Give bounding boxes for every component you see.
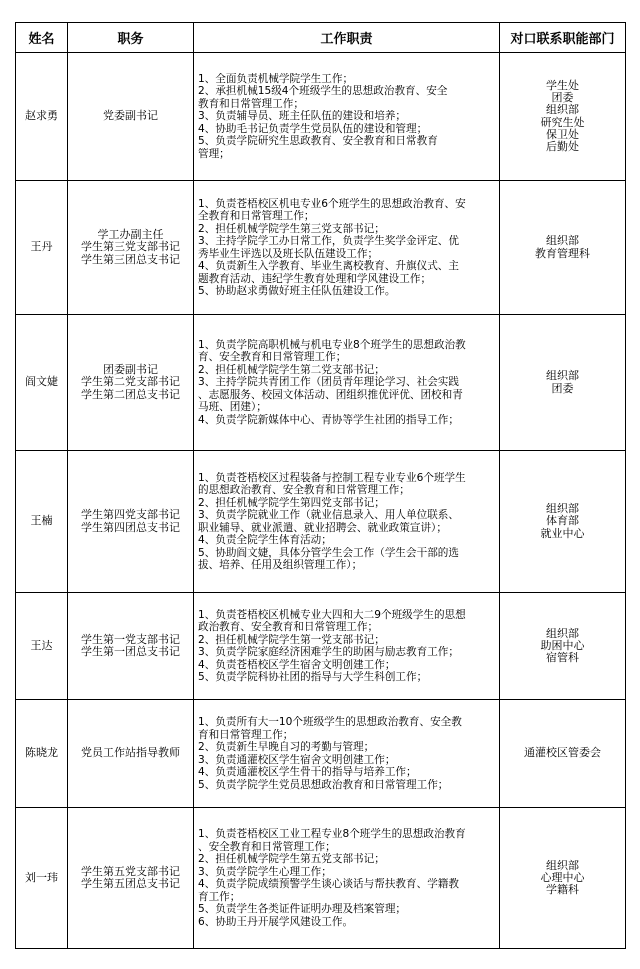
department-line: 组织部 <box>546 626 579 640</box>
department-line: 学生处 <box>546 78 579 92</box>
department-line: 心理中心 <box>540 870 585 884</box>
header-duties: 工作职责 <box>194 23 500 53</box>
duties-cell <box>194 700 500 808</box>
duty-line: 6、协助王丹开展学风建设工作。 <box>198 915 354 928</box>
duty-line: 3、主持学院学工办日常工作，负责学生奖学金评定、优 <box>198 235 459 247</box>
duty-line: 4、负责全院学生体育活动； <box>198 534 332 546</box>
duty-line: 4、负责新生入学教育、毕业生离校教育、升旗仪式、主 <box>198 260 459 272</box>
duty-line: 2、承担机械15级4个班级学生的思想政治教育、安全 <box>198 85 448 98</box>
table-row <box>16 53 626 181</box>
duty-line: 2、担任机械学院学生第三党支部书记； <box>198 222 385 235</box>
position-line: 学生第三团总支书记 <box>81 252 180 266</box>
department-line: 组织部 <box>546 234 579 248</box>
duty-line: 4、负责通灌校区学生骨干的指导与培养工作； <box>198 766 417 778</box>
position-line: 团委副书记 <box>103 363 158 377</box>
position-cell <box>68 315 194 451</box>
duty-line: 3、负责辅导员、班主任队伍的建设和培养； <box>198 110 407 123</box>
table-row <box>16 315 626 451</box>
duty-line: 育工作； <box>198 890 241 903</box>
department-line: 就业中心 <box>540 526 585 540</box>
table-row <box>16 181 626 315</box>
person-name: 刘一玮 <box>16 808 68 949</box>
duty-line: 2、担任机械学院学生第一党支部书记； <box>198 633 385 646</box>
duty-line: 育、安全教育和日常管理工作； <box>198 351 347 364</box>
position-cell <box>68 53 194 181</box>
position-line: 党委副书记 <box>103 109 158 123</box>
department-line: 团委 <box>551 91 574 105</box>
duties-cell <box>194 181 500 315</box>
duty-line: 的思想政治教育、安全教育和日常管理工作； <box>198 484 410 496</box>
position-cell <box>68 181 194 315</box>
duty-line: 2、担任机械学院学生第四党支部书记； <box>198 496 385 509</box>
duty-line: 2、担任机械学院学生第二党支部书记； <box>198 363 385 376</box>
department-line: 学籍科 <box>546 883 579 897</box>
duty-line: 3、负责学院学生心理工作； <box>198 865 332 878</box>
department-line: 教育管理科 <box>535 246 590 260</box>
department-line: 组织部 <box>546 103 579 117</box>
duties-cell <box>194 315 500 451</box>
position-line: 学生第三党支部书记 <box>81 240 180 254</box>
duty-line: 1、负责苍梧校区机电专业6个班学生的思想政治教育、安 <box>198 197 466 210</box>
duty-line: 2、担任机械学院学生第五党支部书记； <box>198 853 385 865</box>
duty-line: 职业辅导、就业派遣、就业招聘会、就业政策宣讲）； <box>198 521 447 534</box>
position-cell <box>68 593 194 700</box>
header-position: 职务 <box>68 23 194 53</box>
table-body <box>16 53 626 949</box>
duty-line: 5、负责学院科协社团的指导与大学生科创工作； <box>198 671 428 683</box>
duty-line: 教育和日常管理工作； <box>198 97 304 110</box>
duty-line: 5、负责学院研究生思政教育、安全教育和日常教育 <box>198 135 438 148</box>
department-line: 通灌校区管委会 <box>524 746 601 760</box>
duty-line: 2、负责新生早晚自习的考勤与管理； <box>198 741 375 753</box>
duty-line: 育和日常管理工作； <box>198 728 294 741</box>
position-line: 学生第五团总支书记 <box>81 877 180 890</box>
department-line: 研究生处 <box>540 115 585 129</box>
duty-line: 全教育和日常管理工作； <box>198 210 315 222</box>
header-row <box>16 23 626 53</box>
duty-line: 题教育活动、违纪学生教育处理和学风建设工作； <box>198 272 432 285</box>
duty-line: 1、负责所有大一10个班级学生的思想政治教育、安全教 <box>198 716 462 728</box>
duties-table <box>15 22 626 949</box>
duty-line: 4、负责学院成绩预警学生谈心谈话与帮扶教育、学籍教 <box>198 878 459 890</box>
departments-cell <box>500 700 626 808</box>
position-line: 学工办副主任 <box>97 228 164 242</box>
duty-line: 管理； <box>198 147 230 160</box>
duty-line: 1、负责学院高职机械与机电专业8个班学生的思想政治教 <box>198 338 466 351</box>
table-row <box>16 700 626 808</box>
duty-line: 1、负责苍梧校区机械专业大四和大二9个班级学生的思想 <box>198 608 466 621</box>
departments-cell <box>500 53 626 181</box>
person-name: 王丹 <box>16 181 68 315</box>
duty-line: 马班、团建）； <box>198 401 267 414</box>
position-line: 学生第一团总支书记 <box>81 645 180 658</box>
person-name: 阎文婕 <box>16 315 68 451</box>
duty-line: 5、协助阎文婕，具体分管学生会工作（学生会干部的选 <box>198 546 459 559</box>
department-line: 组织部 <box>546 369 579 383</box>
duties-cell <box>194 53 500 181</box>
position-line: 党员工作站指导教师 <box>81 746 180 760</box>
departments-cell <box>500 593 626 700</box>
table-row <box>16 593 626 700</box>
duty-line: 4、负责苍梧校区学生宿舍文明创建工作； <box>198 658 396 671</box>
table-row <box>16 451 626 593</box>
duties-cell <box>194 451 500 593</box>
position-line: 学生第二党支部书记 <box>81 375 180 389</box>
duty-line: 政治教育、安全教育和日常管理工作； <box>198 621 379 633</box>
department-line: 宿管科 <box>546 651 579 665</box>
duty-line: 、安全教育和日常管理工作； <box>198 840 336 853</box>
duty-line: 4、协助毛书记负责学生党员队伍的建设和管理； <box>198 122 428 135</box>
duty-line: 1、全面负责机械学院学生工作； <box>198 72 354 85</box>
person-name: 王楠 <box>16 451 68 593</box>
duty-line: 5、负责学生各类证件证明办理及档案管理； <box>198 903 407 915</box>
duty-line: 1、负责苍梧校区工业工程专业8个班学生的思想政治教育 <box>198 828 466 840</box>
position-line: 学生第四党支部书记 <box>81 508 180 522</box>
department-line: 后勤处 <box>546 139 579 153</box>
duty-line: 1、负责苍梧校区过程装备与控制工程专业专业6个班学生 <box>198 471 466 484</box>
position-cell <box>68 700 194 808</box>
duty-line: 4、负责学院新媒体中心、青协等学生社团的指导工作； <box>198 413 459 426</box>
duty-line: 3、负责学院家庭经济困难学生的助困与励志教育工作； <box>198 646 459 658</box>
person-name: 赵求勇 <box>16 53 68 181</box>
department-line: 助困中心 <box>540 638 585 652</box>
position-cell <box>68 808 194 949</box>
duty-line: 、志愿服务、校园文体活动、团组织推优评优、团校和青 <box>198 388 463 401</box>
department-line: 体育部 <box>546 514 579 528</box>
position-line: 学生第五党支部书记 <box>81 864 180 878</box>
duty-line: 3、主持学院共青团工作（团员青年理论学习、社会实践 <box>198 376 459 389</box>
position-line: 学生第一党支部书记 <box>81 632 180 646</box>
duty-line: 秀毕业生评选以及班长队伍建设工作； <box>198 247 379 260</box>
duties-cell <box>194 593 500 700</box>
departments-cell <box>500 181 626 315</box>
department-line: 团委 <box>551 381 574 395</box>
departments-cell <box>500 315 626 451</box>
header-name: 姓名 <box>16 23 68 53</box>
table-row <box>16 808 626 949</box>
header-departments: 对口联系职能部门 <box>500 23 626 53</box>
departments-cell <box>500 808 626 949</box>
position-cell <box>68 451 194 593</box>
position-line: 学生第二团总支书记 <box>81 387 180 401</box>
duty-line: 5、协助赵求勇做好班主任队伍建设工作。 <box>198 285 396 297</box>
department-line: 组织部 <box>546 502 579 516</box>
department-line: 组织部 <box>546 858 579 872</box>
person-name: 王达 <box>16 593 68 700</box>
duty-line: 3、负责通灌校区学生宿舍文明创建工作； <box>198 753 396 766</box>
duties-cell <box>194 808 500 949</box>
position-line: 学生第四团总支书记 <box>81 520 180 534</box>
departments-cell <box>500 451 626 593</box>
duty-line: 3、负责学院就业工作（就业信息录入、用人单位联系、 <box>198 509 459 521</box>
duty-line: 拔、培养、任用及组织管理工作）； <box>198 559 363 571</box>
person-name: 陈晓龙 <box>16 700 68 808</box>
duty-line: 5、负责学院学生党员思想政治教育和日常管理工作； <box>198 778 449 791</box>
department-line: 保卫处 <box>546 127 579 141</box>
